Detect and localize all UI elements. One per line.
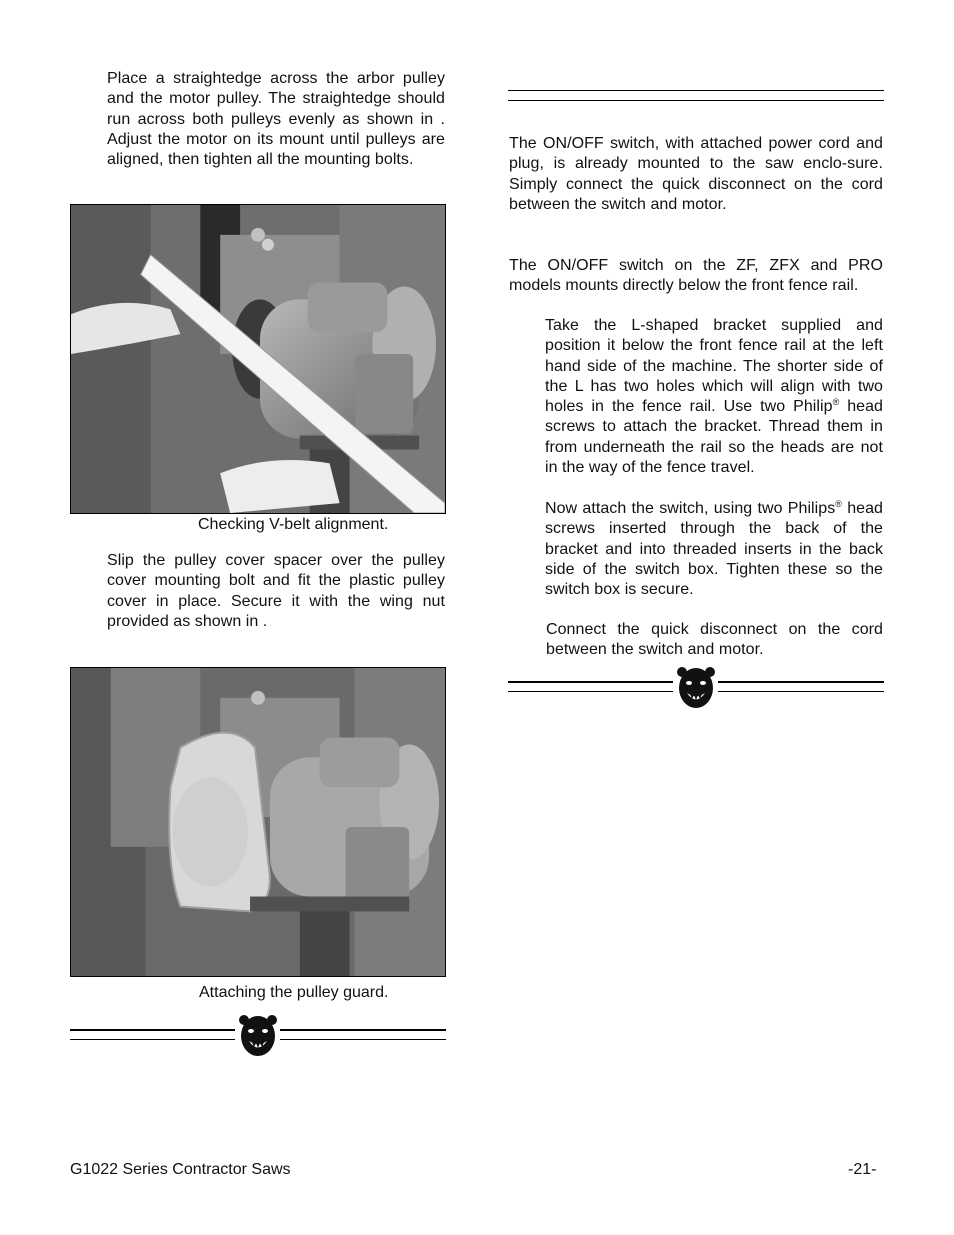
right-paragraph-1: The ON/OFF switch, with attached power cord and plug, is already mounted to the saw enclo-sure. Simply connect the quick disconnect on the cord between the switch and motor.	[509, 135, 883, 213]
divider2-rule-left-bottom	[508, 691, 673, 692]
divider2-rule-left-top	[508, 681, 673, 683]
left-paragraph-1: Place a straightedge across the arbor pulley and the motor pulley. The straightedge should run across both pulleys evenly as shown in . Adjust the motor on its mount until pulleys are aligned, then tighten all the mounting bolts.	[107, 70, 445, 169]
registered-mark: ®	[835, 499, 842, 509]
step-1-text-b: head screws to attach the bracket. Thread them in from underneath the rail so the heads are not in the way of the fence travel.	[545, 398, 884, 477]
section-header-rule-top	[508, 90, 884, 91]
divider-rule-right-top	[280, 1029, 446, 1031]
divider-rule-right-bottom	[280, 1039, 446, 1040]
divider2-rule-right-top	[718, 681, 884, 683]
registered-mark: ®	[832, 397, 840, 408]
right-paragraph-2: The ON/OFF switch on the ZF, ZFX and PRO models mounts directly below the front fence rail.	[509, 257, 883, 295]
step-2-text-b: head screws inserted through the back of the bracket and into threaded inserts in the back side of the switch box. Tighten these so the switch box is secure.	[545, 500, 884, 599]
footer-page-number: -21-	[848, 1161, 877, 1178]
figure-vbelt-caption: Checking V-belt alignment.	[198, 516, 389, 533]
left-paragraph-2: Slip the pulley cover spacer over the pulley cover mounting bolt and fit the plastic pulley cover in place. Secure it with the wing nut provided as shown in .	[107, 552, 445, 630]
footer-title: G1022 Series Contractor Saws	[70, 1161, 291, 1178]
bear-logo-icon	[676, 666, 716, 710]
divider2-rule-right-bottom	[718, 691, 884, 692]
figure-vbelt-alignment-photo	[70, 204, 446, 514]
bear-logo-icon	[238, 1014, 278, 1058]
step-3-text: Connect the quick disconnect on the cord between the switch and motor.	[546, 621, 883, 659]
step-2-text	[545, 499, 883, 600]
section-header-rule-bottom	[508, 100, 884, 101]
divider-rule-left-bottom	[70, 1039, 235, 1040]
figure-pulley-guard-photo	[70, 667, 446, 977]
step-1-text-a: Take the L-shaped bracket supplied and position it below the front fence rail at the left hand side of the machine. The shorter side of the L has two holes which will align with two holes in the fence rail. Use two Philip	[545, 317, 883, 416]
step-1-text	[545, 316, 883, 478]
divider-rule-left-top	[70, 1029, 235, 1031]
figure-pulley-guard-caption: Attaching the pulley guard.	[199, 984, 389, 1001]
step-2-text-a: Now attach the switch, using two Philips	[545, 500, 836, 517]
